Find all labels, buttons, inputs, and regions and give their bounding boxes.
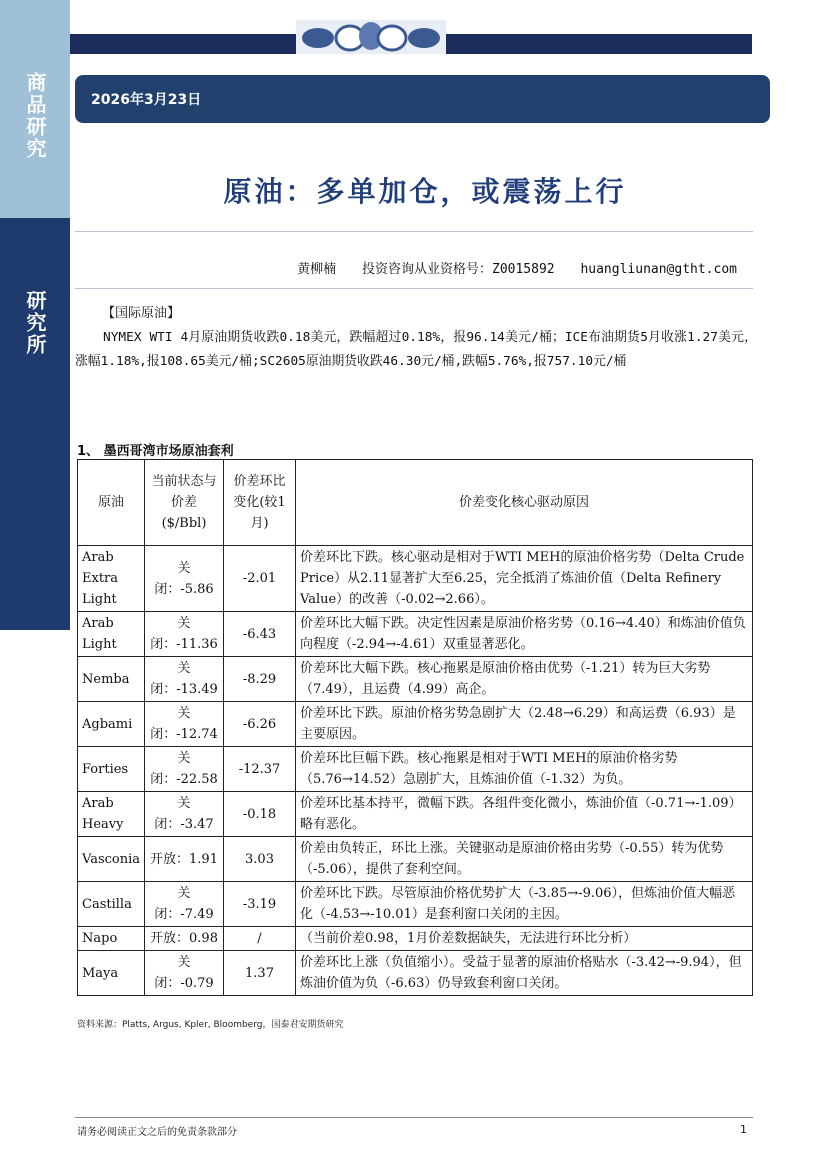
- header-crude: 原油: [78, 460, 145, 546]
- report-date: 2026年3月23日: [91, 92, 202, 108]
- table-row: [78, 546, 753, 612]
- table-row: [78, 792, 753, 837]
- crude-status: 开放：0.98: [145, 927, 224, 951]
- sidebar-label-commodity: 商品研究: [23, 72, 47, 160]
- crude-status: 开放：1.91: [145, 837, 224, 882]
- author-name: 黄柳楠: [297, 262, 337, 277]
- header-emblem-icon: [296, 14, 446, 58]
- crude-reason: 价差环比大幅下跌。核心拖累是原油价格由优势（-1.21）转为巨大劣势（7.49），且运费（4.99）高企。: [296, 657, 753, 702]
- crude-name: Nemba: [78, 657, 145, 702]
- crude-reason: 价差环比大幅下跌。决定性因素是原油价格劣势（0.16→4.40）和炼油价值负向程度（-2.94→-4.61）双重显著恶化。: [296, 612, 753, 657]
- disclaimer-note: 请务必阅读正文之后的免责条款部分: [77, 1127, 237, 1138]
- crude-name: Arab Heavy: [78, 792, 145, 837]
- crude-status: 关闭：-5.86: [145, 546, 224, 612]
- crude-reason: 价差环比下跌。原油价格劣势急剧扩大（2.48→6.29）和高运费（6.93）是主要原因。: [296, 702, 753, 747]
- table-row: [78, 612, 753, 657]
- crude-change: -8.29: [224, 657, 296, 702]
- crude-name: Vasconia: [78, 837, 145, 882]
- crude-name: Arab Light: [78, 612, 145, 657]
- section-label: 【国际原油】: [102, 306, 181, 321]
- table-title: 1、 墨西哥湾市场原油套利: [77, 444, 234, 459]
- crude-status: 关闭：-7.49: [145, 882, 224, 927]
- sidebar-label-institute: 研究所: [23, 290, 47, 356]
- crude-reason: 价差环比下跌。尽管原油价格优势扩大（-3.85→-9.06），但炼油价值大幅恶化（-4.53→-10.01）是套利窗口关闭的主因。: [296, 882, 753, 927]
- crude-reason: （当前价差0.98，1月价差数据缺失，无法进行环比分析）: [296, 927, 753, 951]
- sidebar-middle-block: [0, 218, 70, 630]
- market-summary-paragraph: NYMEX WTI 4月原油期货收跌0.18美元，跌幅超过0.18%，报96.14美元/桶；ICE布油期货5月收涨1.27美元，涨幅1.18%,报108.65美元/桶;SC2605原油期货收跌46.30元/桶,跌幅5.76%,报757.10元/桶: [75, 330, 757, 369]
- crude-name: Forties: [78, 747, 145, 792]
- table-row: [78, 882, 753, 927]
- crude-name: Agbami: [78, 702, 145, 747]
- divider: [75, 288, 753, 289]
- author-email: huangliunan@gtht.com: [580, 262, 737, 277]
- crude-status: 关闭：-11.36: [145, 612, 224, 657]
- header-status: 当前状态与价差($/Bbl): [145, 460, 224, 546]
- crude-reason: 价差环比基本持平，微幅下跌。各组件变化微小，炼油价值（-0.71→-1.09）略有恶化。: [296, 792, 753, 837]
- crude-change: -12.37: [224, 747, 296, 792]
- crude-name: Maya: [78, 951, 145, 996]
- crude-status: 关闭：-0.79: [145, 951, 224, 996]
- arbitrage-table: [77, 459, 753, 996]
- crude-change: -6.43: [224, 612, 296, 657]
- crude-change: -3.19: [224, 882, 296, 927]
- crude-change: 3.03: [224, 837, 296, 882]
- date-bar: [75, 75, 770, 123]
- table-row: [78, 702, 753, 747]
- header-reason: 价差变化核心驱动原因: [296, 460, 753, 546]
- table-row: [78, 747, 753, 792]
- crude-name: Castilla: [78, 882, 145, 927]
- crude-name: Arab Extra Light: [78, 546, 145, 612]
- crude-status: 关闭：-12.74: [145, 702, 224, 747]
- crude-change: -2.01: [224, 546, 296, 612]
- crude-status: 关闭：-13.49: [145, 657, 224, 702]
- divider: [75, 231, 753, 232]
- data-source-note: 资料来源：Platts, Argus, Kpler, Bloomberg，国泰君安期货研究: [77, 1020, 344, 1030]
- table-header-row: [78, 460, 753, 546]
- crude-status: 关闭：-22.58: [145, 747, 224, 792]
- footer-divider: [75, 1117, 753, 1118]
- crude-change: -6.26: [224, 702, 296, 747]
- crude-reason: 价差环比上涨（负值缩小）。受益于显著的原油价格贴水（-3.42→-9.94），但炼油价值为负（-6.63）仍导致套利窗口关闭。: [296, 951, 753, 996]
- crude-change: /: [224, 927, 296, 951]
- crude-change: 1.37: [224, 951, 296, 996]
- crude-reason: 价差环比下跌。核心驱动是相对于WTI MEH的原油价格劣势（Delta Crude Price）从2.11显著扩大至6.25，完全抵消了炼油价值（Delta Refinery Value）的改善（-0.02→2.66）。: [296, 546, 753, 612]
- header-change: 价差环比变化(较1月): [224, 460, 296, 546]
- table-row: [78, 951, 753, 996]
- table-row: [78, 657, 753, 702]
- author-license: 投资咨询从业资格号：Z0015892: [362, 262, 555, 277]
- report-title: 原油：多单加仓，或震荡上行: [223, 175, 627, 208]
- crude-reason: 价差环比巨幅下跌。核心拖累是相对于WTI MEH的原油价格劣势（5.76→14.52）急剧扩大，且炼油价值（-1.32）为负。: [296, 747, 753, 792]
- crude-name: Napo: [78, 927, 145, 951]
- page-number: 1: [740, 1123, 747, 1136]
- crude-reason: 价差由负转正，环比上涨。关键驱动是原油价格由劣势（-0.55）转为优势（-5.06），提供了套利空间。: [296, 837, 753, 882]
- table-row: [78, 927, 753, 951]
- crude-status: 关闭：-3.47: [145, 792, 224, 837]
- crude-change: -0.18: [224, 792, 296, 837]
- table-row: [78, 837, 753, 882]
- author-line: [75, 258, 737, 277]
